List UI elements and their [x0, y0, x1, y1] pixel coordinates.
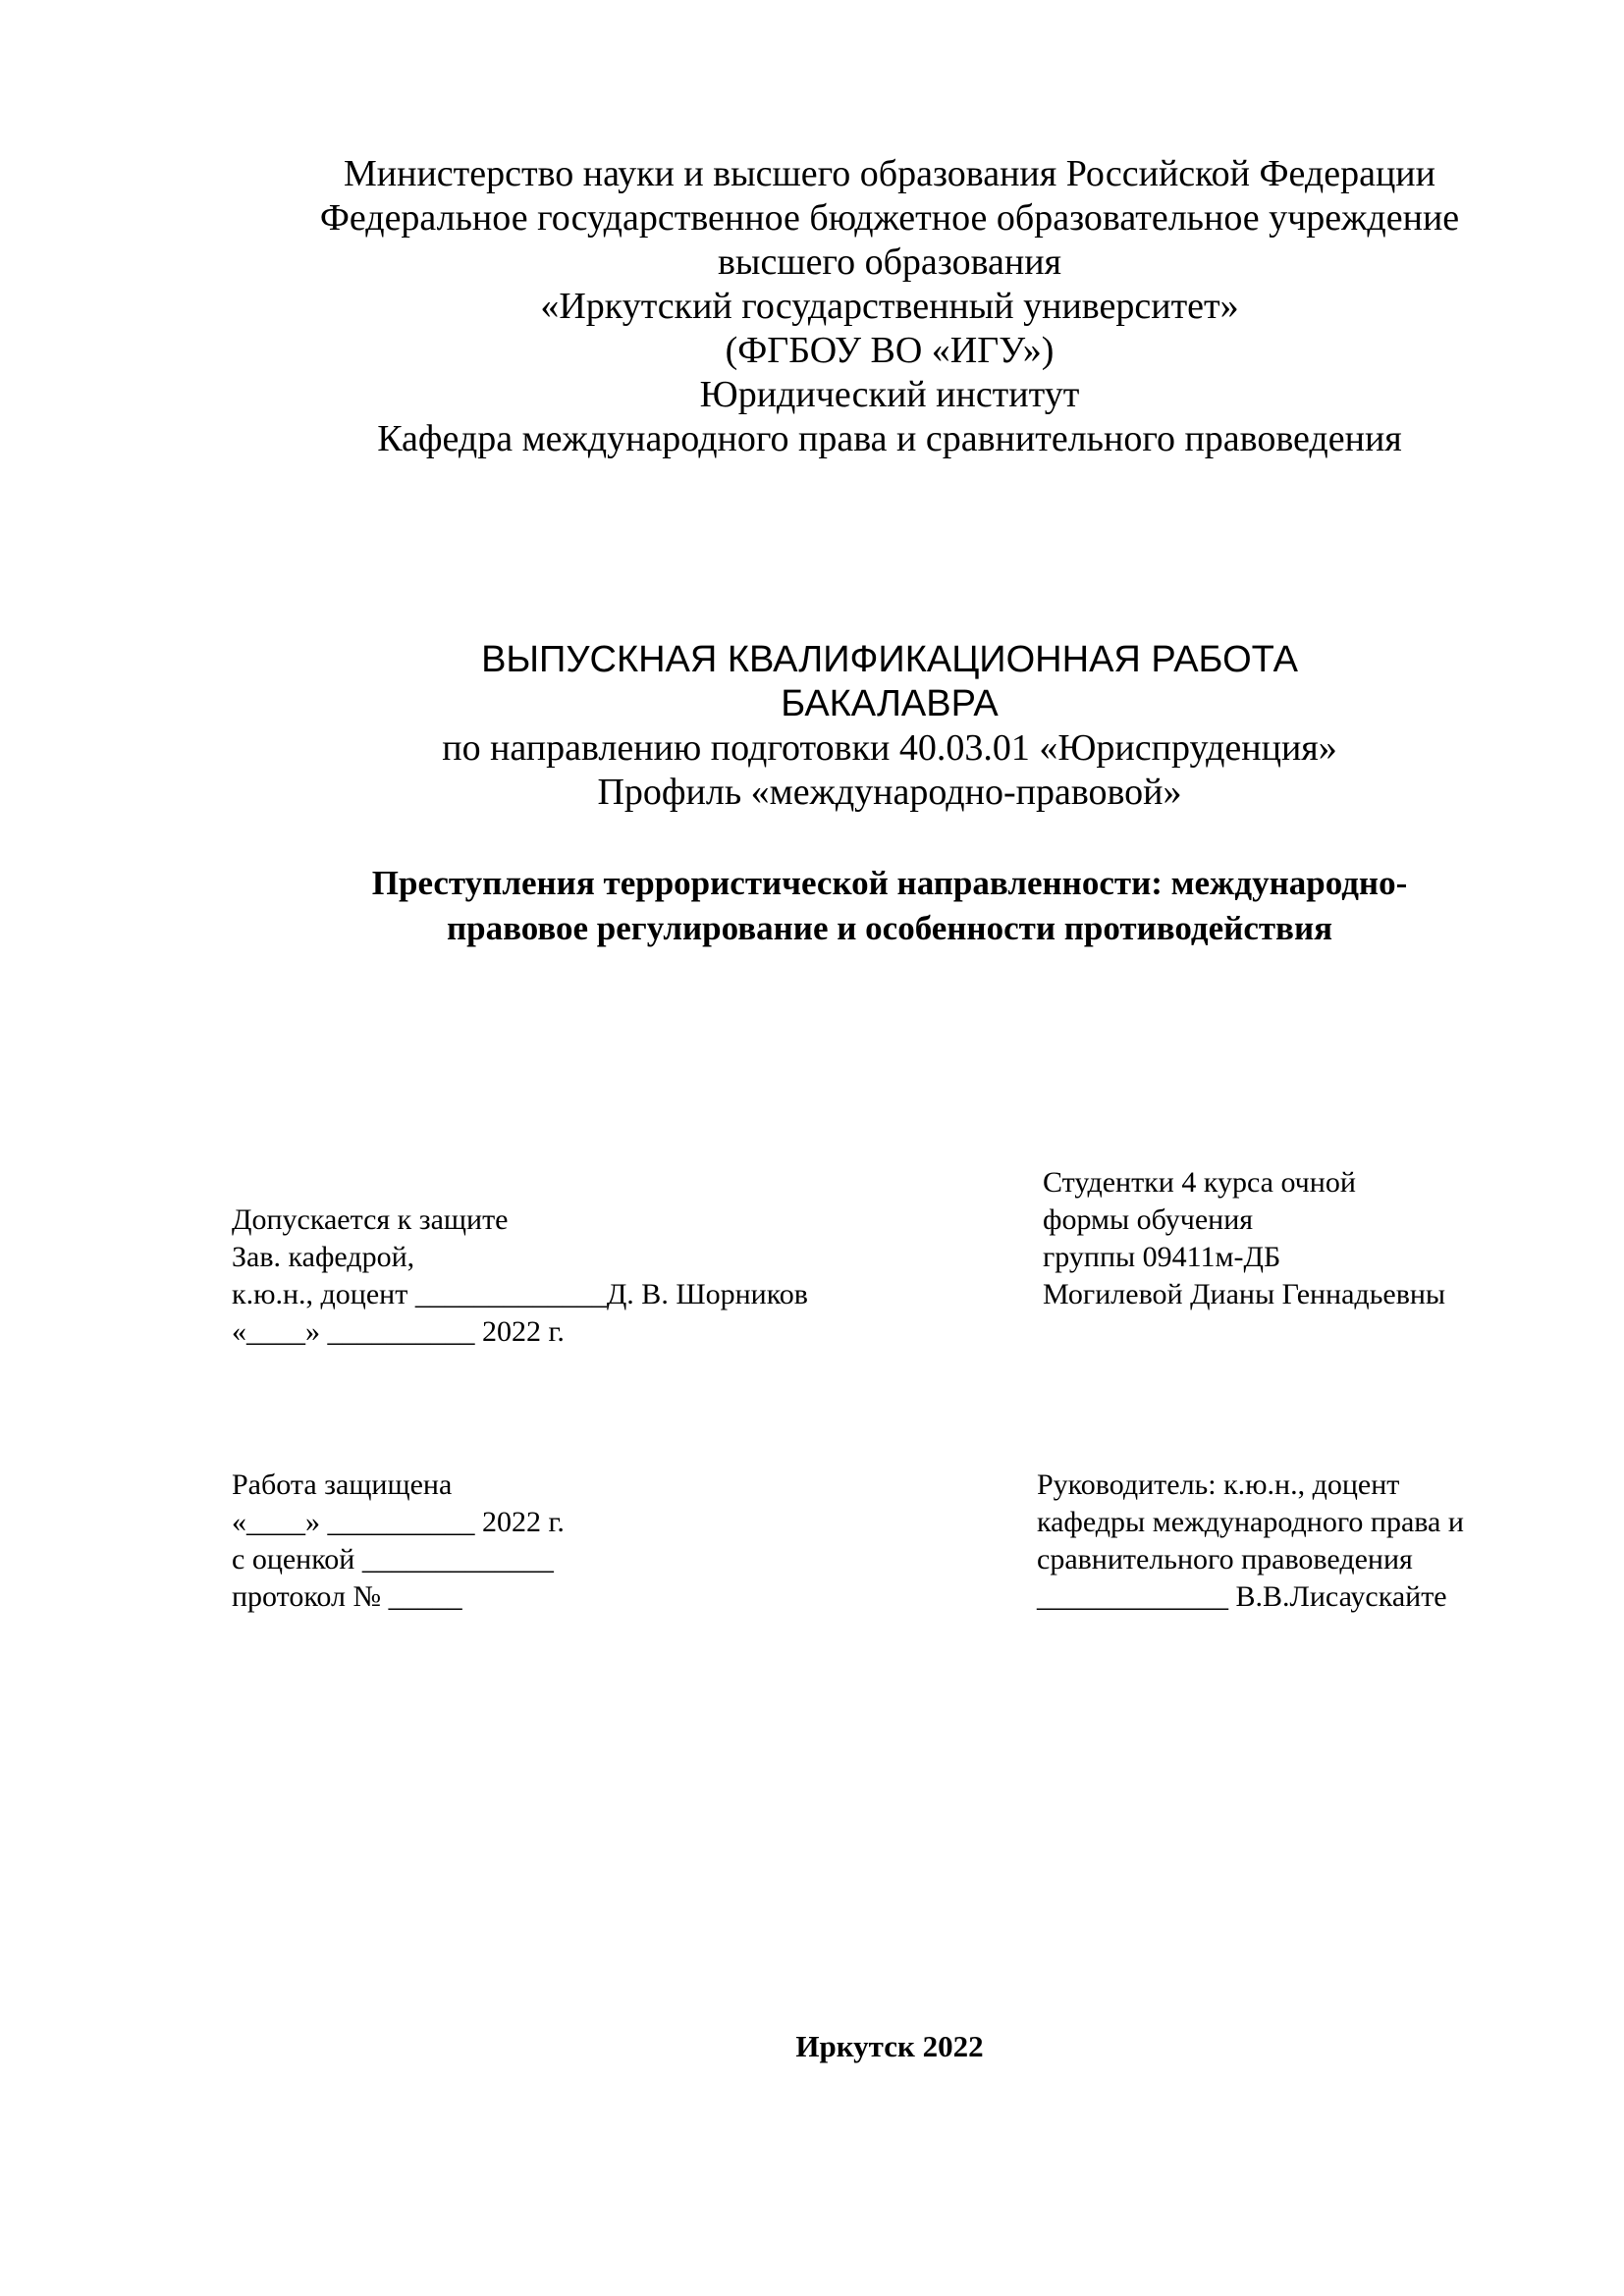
defense-block — [232, 1467, 565, 1616]
thesis-topic-line-1: Преступления террористической направленности: международно- — [371, 864, 1408, 902]
supervisor-department-line-2: сравнительного правоведения — [1037, 1543, 1413, 1575]
student-group-line: группы 09411м-ДБ — [1043, 1241, 1281, 1273]
student-name-line: Могилевой Дианы Геннадьевны — [1043, 1278, 1446, 1310]
admission-line: Допускается к защите — [232, 1203, 509, 1236]
work-title-block — [0, 638, 1624, 815]
work-type-line-1: ВЫПУСКНАЯ КВАЛИФИКАЦИОННАЯ РАБОТА — [481, 639, 1298, 680]
protocol-line: протокол № _____ — [232, 1580, 462, 1613]
thesis-topic — [0, 861, 1624, 951]
city-year-text: Иркутск 2022 — [795, 2029, 984, 2063]
study-profile-line: Профиль «международно-правовой» — [597, 772, 1182, 813]
admission-date-line: «____» __________ 2022 г. — [232, 1315, 565, 1348]
institute-line: Юридический институт — [699, 374, 1080, 415]
supervisor-department-line: кафедры международного права и — [1037, 1506, 1464, 1538]
university-name-line: «Иркутский государственный университет» — [540, 286, 1239, 327]
work-type-line-2: БАКАЛАВРА — [781, 683, 999, 724]
supervisor-signature-line: _____________ В.В.Лисаускайте — [1037, 1580, 1447, 1613]
institution-header — [0, 152, 1624, 461]
university-abbr-line: (ФГБОУ ВО «ИГУ») — [725, 330, 1055, 371]
student-block — [1043, 1164, 1445, 1313]
ministry-line: Министерство науки и высшего образования Российской Федерации — [344, 153, 1435, 194]
thesis-topic-line-2: правовое регулирование и особенности противодействия — [446, 909, 1333, 947]
education-level-line: высшего образования — [717, 241, 1062, 283]
admission-block — [232, 1201, 808, 1351]
head-signature-line: к.ю.н., доцент _____________Д. В. Шорников — [232, 1278, 808, 1310]
supervisor-title-line: Руководитель: к.ю.н., доцент — [1037, 1468, 1400, 1501]
student-form-line: формы обучения — [1043, 1203, 1254, 1236]
supervisor-block — [1037, 1467, 1464, 1616]
defense-status-line: Работа защищена — [232, 1468, 453, 1501]
city-year-footer — [0, 2028, 1624, 2065]
study-direction-line: по направлению подготовки 40.03.01 «Юриспруденция» — [442, 727, 1337, 769]
head-of-department-line: Зав. кафедрой, — [232, 1241, 415, 1273]
grade-line: с оценкой _____________ — [232, 1543, 554, 1575]
student-course-line: Студентки 4 курса очной — [1043, 1166, 1356, 1199]
institution-type-line: Федеральное государственное бюджетное образовательное учреждение — [319, 197, 1460, 239]
defense-date-line: «____» __________ 2022 г. — [232, 1506, 565, 1538]
department-line: Кафедра международного права и сравнительного правоведения — [377, 418, 1402, 459]
